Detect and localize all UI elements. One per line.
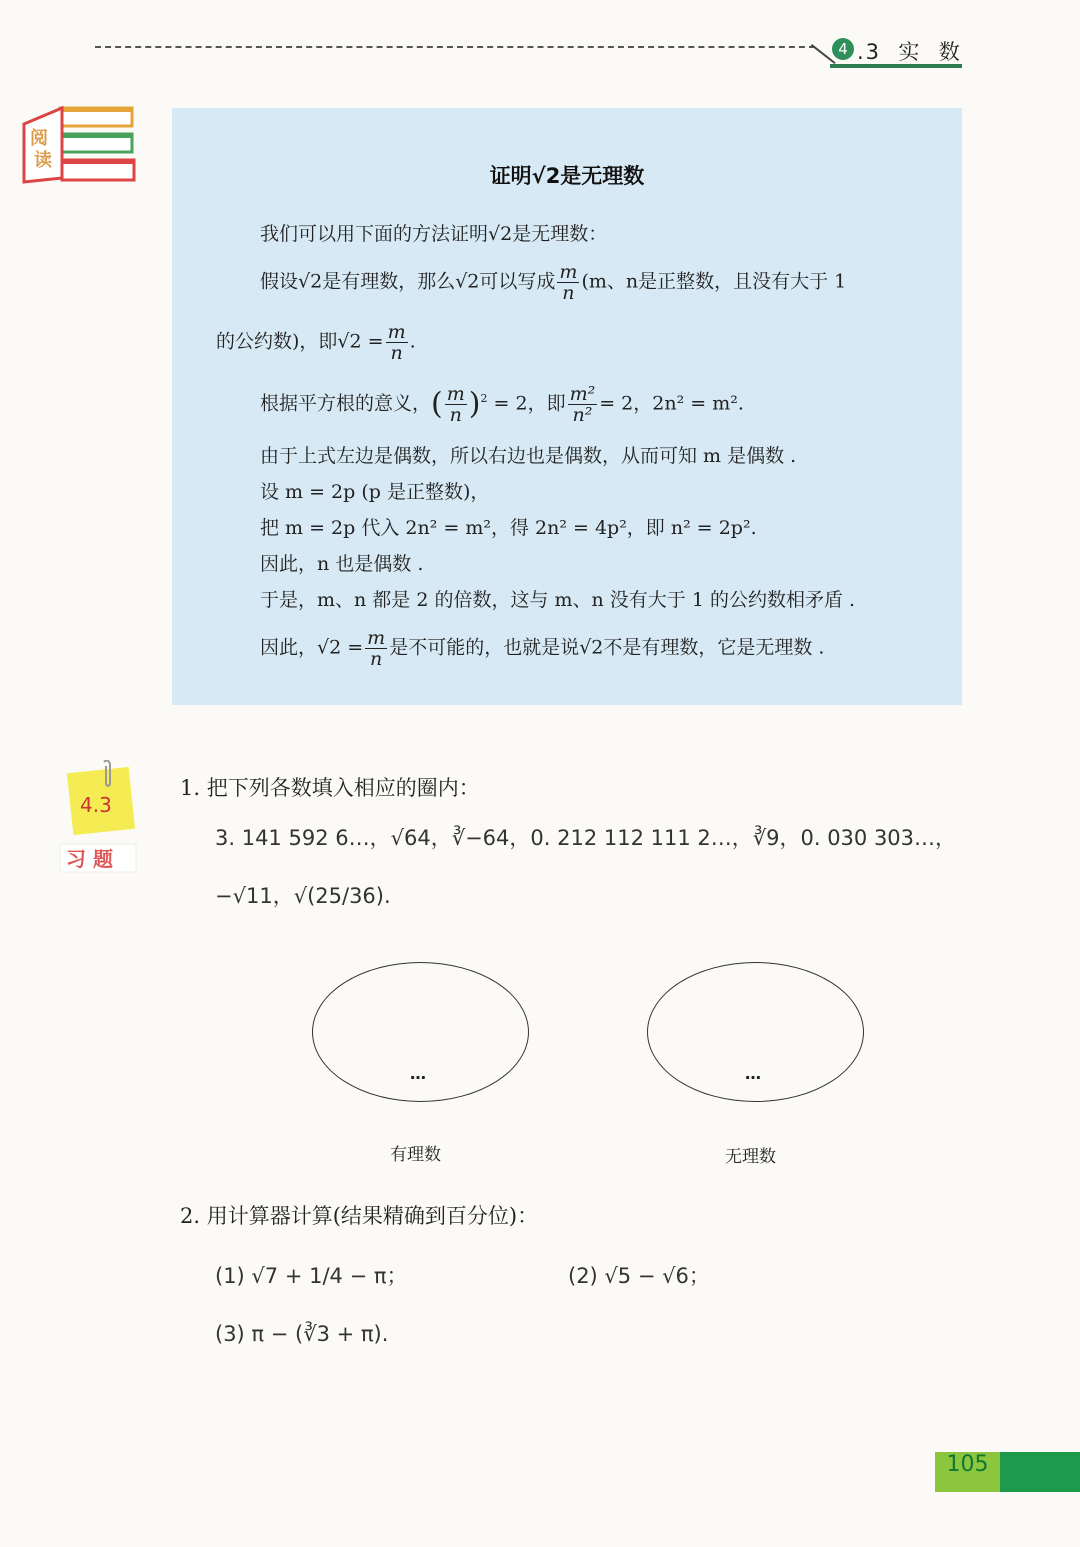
reading-line-4: 根据平方根的意义，( $\frac{m}{n}$ )$^2$ = 2，即 $\frac{\text{m²}}{\text{n²}}$ = 2，2n² = m². <box>260 383 744 426</box>
reading-line-4b: = 2，即 <box>487 392 566 415</box>
reading-line-8: 因此，n 也是偶数 . <box>260 553 424 575</box>
reading-line-7: 把 m = 2p 代入 2n² = m²，得 2n² = 4p²，即 n² = 2p². <box>260 517 757 539</box>
reading-line-1: 我们可以用下面的方法证明√2是无理数： <box>260 223 608 245</box>
question-2-part-2: (2) √5 − √6； <box>568 1264 710 1288</box>
reading-line-4a: 根据平方根的意义， <box>260 392 432 415</box>
irrational-ellipse-dots: … <box>745 1064 762 1083</box>
page-number: 105 <box>946 1452 989 1477</box>
reading-line-2b: (m、n是正整数，且没有大于 1 <box>581 270 847 293</box>
question-2-part-1: (1) √7 + 1/4 − π； <box>215 1264 408 1288</box>
section-title: .3 实 数 <box>857 40 962 64</box>
question-1-numbers: 3. 141 592 6…，√64，∛−64，0. 212 112 111 2…，∛9，0. 030 303…， <box>215 826 957 850</box>
question-2: 2. 用计算器计算(结果精确到百分位)： <box>180 1204 539 1228</box>
fraction-m2-n2: $\frac{\text{m²}}{\text{n²}}$ <box>569 383 596 426</box>
svg-text:读: 读 <box>34 150 52 171</box>
reading-line-10 <box>260 628 824 669</box>
svg-text:阅: 阅 <box>30 128 48 149</box>
reading-line-6: 设 m = 2p (p 是正整数)， <box>260 481 490 503</box>
header-dashed-line <box>95 46 815 48</box>
irrational-label: 无理数 <box>725 1147 776 1167</box>
reading-title: 证明√2是无理数 <box>489 164 645 188</box>
reading-line-2a: 假设√2是有理数，那么√2可以写成 <box>260 270 556 293</box>
rational-label: 有理数 <box>390 1145 441 1165</box>
page-number-bar <box>1000 1452 1080 1492</box>
fraction-m-n: $\frac{m}{n}$ <box>387 321 406 364</box>
question-1-numbers-2: −√11，√(25/36). <box>215 884 391 908</box>
question-2-part-3: (3) π − (∛3 + π). <box>215 1322 389 1346</box>
section-number-badge: 4 <box>832 38 854 60</box>
fraction-m-n: $\frac{m}{n}$ <box>446 383 465 426</box>
reading-line-10b: 是不可能的，也就是说√2不是有理数，它是无理数 . <box>389 636 825 659</box>
reading-line-2 <box>260 262 846 303</box>
reading-line-3: 的公约数)，即√2 = $\frac{m}{n}$ . <box>216 321 416 364</box>
reading-line-5: 由于上式左边是偶数，所以右边也是偶数，从而可知 m 是偶数 . <box>260 445 797 467</box>
reading-line-9: 于是，m、n 都是 2 的倍数，这与 m、n 没有大于 1 的公约数相矛盾 . <box>260 589 856 611</box>
svg-text:4.3: 4.3 <box>80 793 112 817</box>
rational-ellipse-dots: … <box>410 1064 427 1083</box>
reading-line-4c: = 2，2n² = m². <box>599 392 744 415</box>
reading-line-10a: 因此，√2 = <box>260 636 364 659</box>
fraction-m-n: $\frac{m}{n}$ <box>367 627 386 670</box>
svg-text:习 题: 习 题 <box>66 847 113 871</box>
reading-line-3a: 的公约数)，即√2 = <box>216 330 384 353</box>
reading-books-icon <box>22 104 137 189</box>
exercise-note-icon <box>56 760 141 875</box>
fraction-m-n: $\frac{m}{n}$ <box>559 261 578 304</box>
question-1: 1. 把下列各数填入相应的圈内： <box>180 776 480 800</box>
